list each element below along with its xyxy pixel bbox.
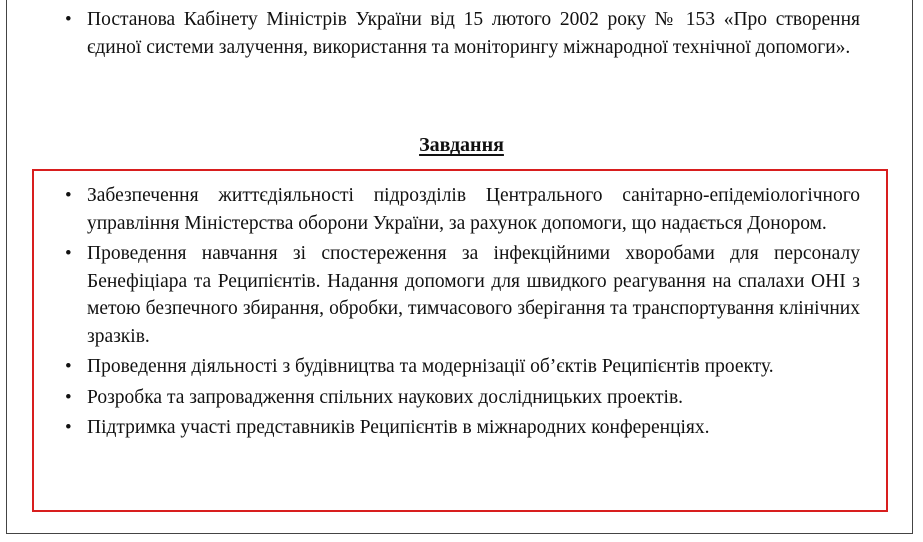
bullet-icon: • — [65, 356, 72, 377]
list-item — [65, 6, 860, 61]
list-item-text: Забезпечення життєдіяльності підрозділів Центрального санітарно-епідеміологічного управління Міністерства оборони України, за рахунок допомоги, що надається Донором. — [87, 185, 860, 234]
intro-list — [65, 6, 860, 61]
bullet-icon: • — [65, 185, 72, 206]
bullet-icon: • — [65, 386, 72, 408]
section-heading: Завдання — [419, 134, 504, 156]
list-item-text: Підтримка участі представників Реципієнтів в міжнародних конференціях. — [87, 417, 710, 438]
list-item — [65, 384, 860, 412]
task-list — [65, 182, 860, 445]
bullet-icon: • — [65, 417, 72, 438]
list-item-text: Проведення навчання зі спостереження за інфекційними хворобами для персоналу Бенефіціара та Реципієнтів. Надання допомоги для швидкого реагування на спалахи ОНІ з метою безпечного збирання, обробки, тимчасового зберігання та транспортування клінічних зразків. — [87, 243, 860, 347]
bullet-icon: • — [65, 9, 72, 30]
list-item — [65, 353, 860, 381]
list-item-text: Проведення діяльності з будівництва та модернізації об’єктів Реципієнтів проекту. — [87, 356, 774, 377]
list-item-text: Постанова Кабінету Міністрів України від 15 лютого 2002 року № 153 «Про створення єдиної системи залучення, використання та моніторингу міжнародної технічної допомоги». — [87, 9, 860, 58]
bullet-icon: • — [65, 243, 72, 264]
list-item — [65, 182, 860, 237]
list-item — [65, 414, 860, 442]
list-item-text: Розробка та запровадження спільних наукових дослідницьких проектів. — [87, 386, 684, 408]
list-item — [65, 240, 860, 350]
